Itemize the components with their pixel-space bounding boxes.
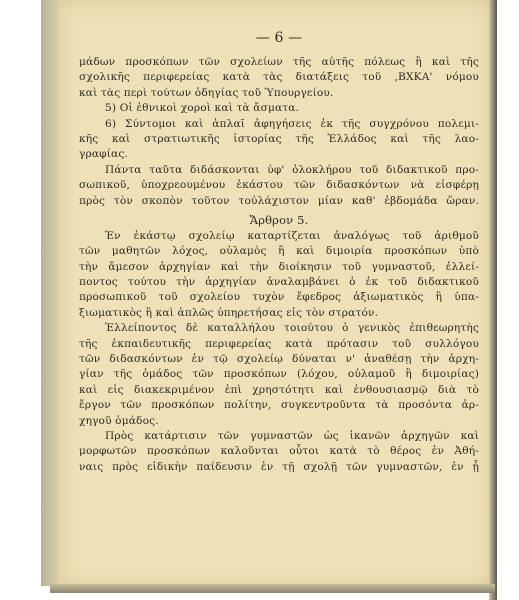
article-heading: Ἄρθρον 5. <box>249 212 309 227</box>
text-line: τῆς ἐκπαιδευτικῆς περιφερείας κατὰ πρότασιν τοῦ συλλόγου <box>79 337 479 350</box>
text-line: Πρὸς κατάρτισιν τῶν γυμναστῶν ὡς ἱκανῶν ἀρχηγῶν καὶ <box>105 429 479 442</box>
text-line: σχολικῆς περιφερείας κατὰ τὰς διατάξεις τοῦ ,ΒΧΚΑ' νόμου <box>79 71 479 84</box>
text-line: τὴν ἄμεσον ἀρχηγίαν καὶ τὴν διοίκησιν τοῦ γυμναστοῦ, ἐλλεί- <box>79 260 479 273</box>
text-line: ποντος τούτου τὴν ἀρχηγίαν ἀναλαμβάνει ὁ ἐκ τοῦ διδακτικοῦ <box>79 276 479 289</box>
book-spine <box>41 0 58 586</box>
text-line: τῶν μαθητῶν λόχος, οὐλαμὸς ἢ καὶ διμοιρία προσκόπων ὑπὸ <box>79 245 479 258</box>
page-edge <box>489 0 497 600</box>
text-line: χηγοῦ ὁμάδος. <box>79 414 159 427</box>
text-line: τῶν διδασκόντων ἐν τῷ σχολείῳ δύναται ν' ἀναθέσῃ τὴν ἀρχη- <box>79 353 479 366</box>
page-number: — 6 — <box>255 30 303 46</box>
text-line: καὶ τὰς περὶ τούτων ὁδηγίας τοῦ Ὑπουργείου. <box>79 86 334 99</box>
text-line: προσωπικοῦ τοῦ σχολείου τυχὸν ἔφεδρος ἀξιωματικὸς ἢ ὑπα- <box>79 291 479 304</box>
text-line: κῆς καὶ στρατιωτικῆς ἱστορίας τῆς Ἑλλάδος καὶ τῆς λαο- <box>79 132 479 145</box>
page-bottom-edge <box>50 584 495 593</box>
text-line: ἔργον τῶν προσκόπων πολίτην, συγκεντροῦντα τὰ προσόντα ἀρ- <box>79 399 479 412</box>
text-line: μάδων προσκόπων τῶν σχολείων τῆς αὐτῆς πόλεως ἢ καὶ τῆς <box>79 56 479 68</box>
text-line: μορφωτῶν προσκόπων καλοῦνται οὗτοι κατὰ τὸ θέρος ἐν Ἀθή- <box>79 445 479 458</box>
text-line: πρὸς τὸν σκοπὸν τοῦτον τοὐλάχιστον μίαν καθ' ἑβδομάδα ὥραν. <box>79 194 479 207</box>
text-line: Ἐν ἑκάστῳ σχολείῳ καταρτίζεται ἀναλόγως τοῦ ἀριθμοῦ <box>105 229 479 242</box>
document-body <box>79 30 479 475</box>
text-line: 6) Σύντομοι καὶ ἁπλαῖ ἀφηγήσεις ἐκ τῆς συγχρόνου πολεμι- <box>105 117 479 130</box>
text-line: γίαν τῆς ὁμάδος τῶν προσκόπων (λόχου, οὐλαμοῦ ἢ διμοιρίας) <box>79 368 479 381</box>
text-line: σωπικοῦ, ὑποχρεουμένου ἑκάστου τῶν διδασκόντων νὰ εἰσφέρῃ <box>79 179 479 192</box>
text-line: γραφίας. <box>79 148 128 161</box>
text-line: Ἐλλείποντος δὲ καταλλήλου τοιούτου ὁ γενικὸς ἐπιθεωρητὴς <box>105 322 479 335</box>
text-line: 5) Οἱ ἐθνικοὶ χοροὶ καὶ τὰ ἄσματα. <box>105 102 300 115</box>
text-line: καὶ εἰς διακεκριμένον ἐπὶ χρηστότητι καὶ ἐνθουσιασμῷ διὰ τὸ <box>79 383 479 396</box>
text-line: ναις πρὸς εἰδικὴν παίδευσιν ἐν τῇ σχολῇ τῶν γυμναστῶν, ἐν ᾗ <box>79 460 479 473</box>
text-line: Πάντα ταῦτα διδάσκονται ὑφ' ὁλοκλήρου τοῦ διδακτικοῦ προ- <box>105 163 479 176</box>
text-line: ξιωματικὸς ἢ καὶ ἁπλῶς ὑπηρετήσας εἰς τὸν στρατόν. <box>79 306 379 319</box>
